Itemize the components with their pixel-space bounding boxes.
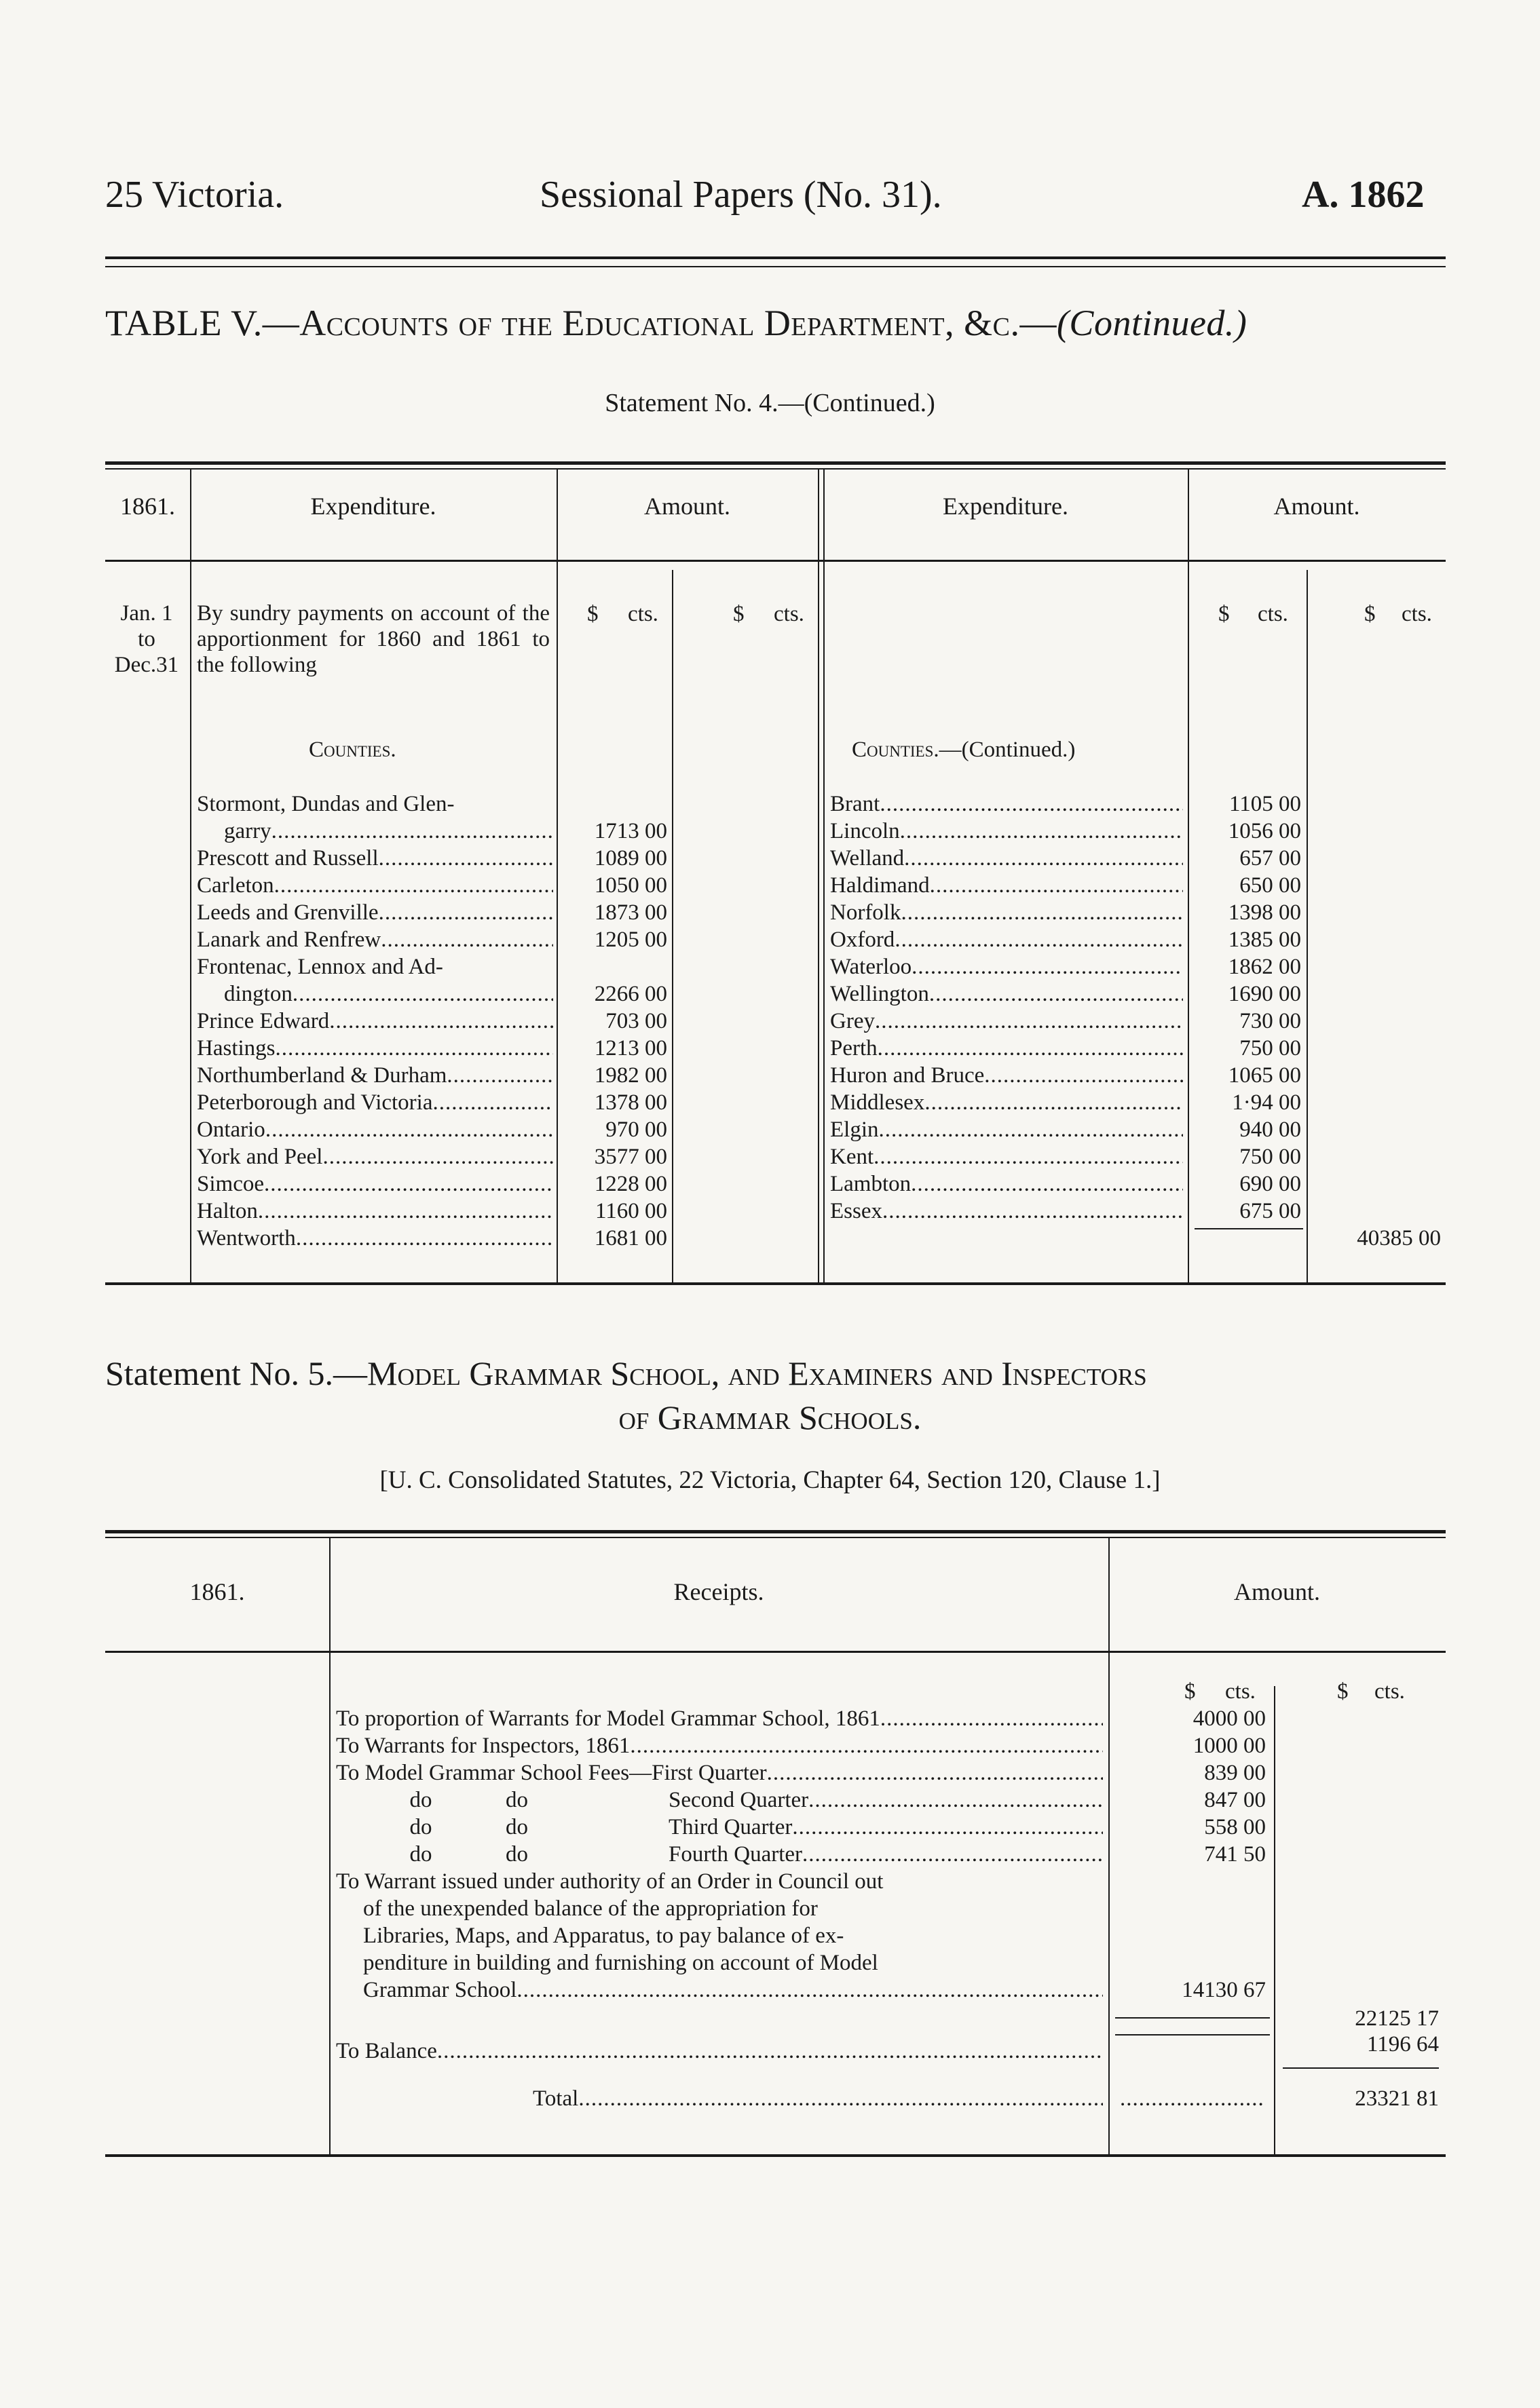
county-row: garry ..... [197, 818, 553, 845]
unit-cts: cts. [628, 602, 658, 626]
col-amount: Amount. [643, 493, 730, 520]
statement-5-title-prefix: Statement No. 5.— [105, 1354, 368, 1392]
unit-cts: cts. [1258, 602, 1288, 626]
receipt-amount: 741 50 [1204, 1842, 1266, 1867]
col-year: 1861. [189, 1578, 245, 1605]
receipt-row: To Model Grammar School Fees—First Quarter ..... [336, 1759, 1103, 1786]
county-row: Huron and Bruce ..... [830, 1062, 1183, 1089]
sum-rule [1115, 2017, 1270, 2019]
receipt-amount: 558 00 [1204, 1815, 1266, 1839]
county-amount: 690 00 [1239, 1172, 1301, 1196]
county-row: Wellington ..... [830, 980, 1183, 1008]
rule [105, 1530, 1446, 1533]
statement-5-title [105, 1354, 1147, 1393]
receipt-row: do do Third Quarter ..... [336, 1814, 1103, 1841]
counties-continued-heading: Counties.—(Continued.) [852, 738, 1076, 762]
county-row: Norfolk ..... [830, 899, 1183, 926]
rule [1108, 1538, 1110, 2154]
county-row: Lambton ..... [830, 1170, 1183, 1198]
receipt-amount: 839 00 [1204, 1761, 1266, 1785]
warrant-line: To Warrant issued under authority of an Order in Council out [336, 1869, 884, 1894]
county-amount: 750 00 [1239, 1145, 1301, 1169]
header-center: Sessional Papers (No. 31). [540, 174, 942, 216]
statement-5-title-main: Model Grammar School, and Examiners and Inspectors [367, 1354, 1147, 1392]
county-amount: 1205 00 [594, 928, 667, 952]
county-name-line1: Frontenac, Lennox and Ad- [197, 955, 443, 979]
receipt-row: Grammar School ..... [363, 1976, 1103, 2004]
col-expenditure: Expenditure. [310, 493, 436, 520]
county-amount: 1228 00 [594, 1172, 667, 1196]
unit-dollar: $ [1184, 1679, 1196, 1704]
warrant-line: of the unexpended balance of the appropriation for [363, 1896, 818, 1921]
total-row: Total ..... [533, 2085, 1103, 2112]
county-amount: 1862 00 [1228, 955, 1301, 979]
county-amount: 675 00 [1239, 1199, 1301, 1223]
rule [105, 468, 1446, 470]
county-row: Wentworth ..... [197, 1225, 553, 1252]
county-name-line1: Stormont, Dundas and Glen- [197, 792, 455, 816]
county-row: Leeds and Grenville ..... [197, 899, 553, 926]
col-expenditure-2: Expenditure. [943, 493, 1068, 520]
county-row: dington ..... [197, 980, 553, 1008]
county-amount: 2266 00 [594, 982, 667, 1006]
subtotal: 22125 17 [1355, 2006, 1439, 2031]
unit-dollar: $ [587, 602, 599, 626]
table-v-title-continued: (Continued.) [1056, 303, 1247, 343]
rule [105, 1651, 1446, 1653]
county-amount: 730 00 [1239, 1009, 1301, 1033]
county-amount: 1982 00 [594, 1063, 667, 1088]
county-amount: 650 00 [1239, 873, 1301, 898]
receipt-row: To proportion of Warrants for Model Grammar School, 1861 ..... [336, 1705, 1103, 1732]
county-amount: 1873 00 [594, 900, 667, 925]
warrant-line: penditure in building and furnishing on account of Model [363, 1951, 878, 1975]
receipt-amount: 847 00 [1204, 1788, 1266, 1812]
balance-row: To Balance ..... [336, 2038, 1103, 2065]
header-right: A. 1862 [1302, 174, 1425, 216]
county-amount: 970 00 [605, 1117, 667, 1142]
receipt-amount: 1000 00 [1192, 1734, 1266, 1758]
warrant-line: Libraries, Maps, and Apparatus, to pay balance of ex- [363, 1924, 844, 1948]
county-row: Grey ..... [830, 1008, 1183, 1035]
county-row: Peterborough and Victoria ..... [197, 1089, 553, 1116]
unit-dollar: $ [1218, 602, 1230, 626]
county-amount: 1690 00 [1228, 982, 1301, 1006]
statement-5-title-line2: of Grammar Schools. [618, 1398, 922, 1436]
col-year: 1861. [120, 493, 175, 520]
col-amount: Amount. [1233, 1578, 1320, 1605]
balance-amount: 1196 64 [1366, 2032, 1439, 2057]
county-amount: 657 00 [1239, 846, 1301, 871]
rule [1274, 1686, 1275, 2154]
counties-heading: Counties. [309, 738, 396, 762]
header-rule-bottom [105, 266, 1446, 267]
total-leader [1120, 2085, 1266, 2112]
county-amount: 1·94 00 [1232, 1090, 1301, 1115]
county-amount: 1213 00 [594, 1036, 667, 1060]
county-amount: 1385 00 [1228, 928, 1301, 952]
county-row: Ontario ..... [197, 1116, 553, 1143]
county-row: Oxford ..... [830, 926, 1183, 953]
statute-citation: [U. C. Consolidated Statutes, 22 Victoria, Chapter 64, Section 120, Clause 1.] [379, 1466, 1161, 1494]
rule [1307, 570, 1308, 1282]
warrant-amount: 14130 67 [1182, 1978, 1266, 2002]
county-amount: 1160 00 [595, 1199, 667, 1223]
receipt-row: do do Second Quarter ..... [336, 1786, 1103, 1814]
unit-cts: cts. [774, 602, 804, 626]
county-amount: 1089 00 [594, 846, 667, 871]
county-amount: 1105 00 [1228, 792, 1301, 816]
county-amount: 1681 00 [594, 1226, 667, 1250]
county-row: Northumberland & Durham ..... [197, 1062, 553, 1089]
county-row: Prince Edward ..... [197, 1008, 553, 1035]
county-amount: 1050 00 [594, 873, 667, 898]
rule [105, 560, 1446, 562]
statement-4-subtitle: Statement No. 4.—(Continued.) [605, 389, 935, 417]
receipt-row: do do Fourth Quarter ..... [336, 1841, 1103, 1868]
county-amount: 1378 00 [594, 1090, 667, 1115]
county-amount: 1056 00 [1228, 819, 1301, 843]
county-amount: 1713 00 [594, 819, 667, 843]
rule [823, 470, 825, 1282]
unit-cts: cts. [1402, 602, 1432, 626]
table-v [105, 461, 1446, 1291]
sum-rule [1115, 2034, 1270, 2036]
county-row: York and Peel ..... [197, 1143, 553, 1170]
county-row: Carleton ..... [197, 872, 553, 899]
unit-dollar: $ [1364, 602, 1376, 626]
table-v-title-prefix: TABLE V.— [105, 303, 300, 343]
county-amount: 940 00 [1239, 1117, 1301, 1142]
county-amount: 1065 00 [1228, 1063, 1301, 1088]
county-row: Perth ..... [830, 1035, 1183, 1062]
unit-dollar: $ [1337, 1679, 1349, 1704]
table-v-title [105, 302, 1247, 344]
rule [818, 470, 819, 1282]
county-row: Kent ..... [830, 1143, 1183, 1170]
rule [105, 1282, 1446, 1285]
rule [672, 570, 673, 1282]
receipt-amount: 4000 00 [1192, 1706, 1266, 1731]
rule [190, 470, 191, 1282]
county-row: Middlesex ..... [830, 1089, 1183, 1116]
rule [1188, 470, 1189, 1282]
county-row: Halton ..... [197, 1198, 553, 1225]
date-range: Jan. 1 to Dec.31 [114, 601, 179, 677]
county-row: Prescott and Russell ..... [197, 845, 553, 872]
county-row: Elgin ..... [830, 1116, 1183, 1143]
col-receipts: Receipts. [673, 1578, 764, 1605]
county-amount: 1398 00 [1228, 900, 1301, 925]
grand-total: 23321 81 [1355, 2086, 1439, 2111]
expenditure-description: By sundry payments on account of the apportionment for 1860 and 1861 to the following [197, 601, 550, 677]
col-amount-2: Amount. [1273, 493, 1360, 520]
county-amount: 703 00 [605, 1009, 667, 1033]
county-row: Hastings ..... [197, 1035, 553, 1062]
county-row: Lanark and Renfrew ..... [197, 926, 553, 953]
county-amount: 750 00 [1239, 1036, 1301, 1060]
rule [105, 1537, 1446, 1538]
county-row: Waterloo ..... [830, 953, 1183, 980]
table-v-total: 40385 00 [1357, 1226, 1441, 1250]
county-row: Essex ..... [830, 1198, 1183, 1225]
county-row: Lincoln ..... [830, 818, 1183, 845]
rule [329, 1538, 331, 2154]
statement-5-table [105, 1530, 1446, 2161]
sum-rule [1195, 1228, 1303, 1229]
unit-dollar: $ [733, 602, 745, 626]
unit-cts: cts. [1225, 1679, 1256, 1704]
unit-cts: cts. [1374, 1679, 1405, 1704]
sum-rule [1283, 2067, 1439, 2069]
county-row: Haldimand ..... [830, 872, 1183, 899]
table-v-title-main: Accounts of the Educational Department, &c.— [299, 303, 1057, 343]
receipt-row: To Warrants for Inspectors, 1861 ..... [336, 1732, 1103, 1759]
rule [105, 461, 1446, 465]
county-row: Simcoe ..... [197, 1170, 553, 1198]
rule [105, 2154, 1446, 2157]
county-amount: 3577 00 [594, 1145, 667, 1169]
county-row: Brant ..... [830, 790, 1183, 818]
county-row: Welland ..... [830, 845, 1183, 872]
rule [557, 470, 558, 1282]
header-left: 25 Victoria. [105, 174, 284, 216]
header-rule-top [105, 256, 1446, 259]
